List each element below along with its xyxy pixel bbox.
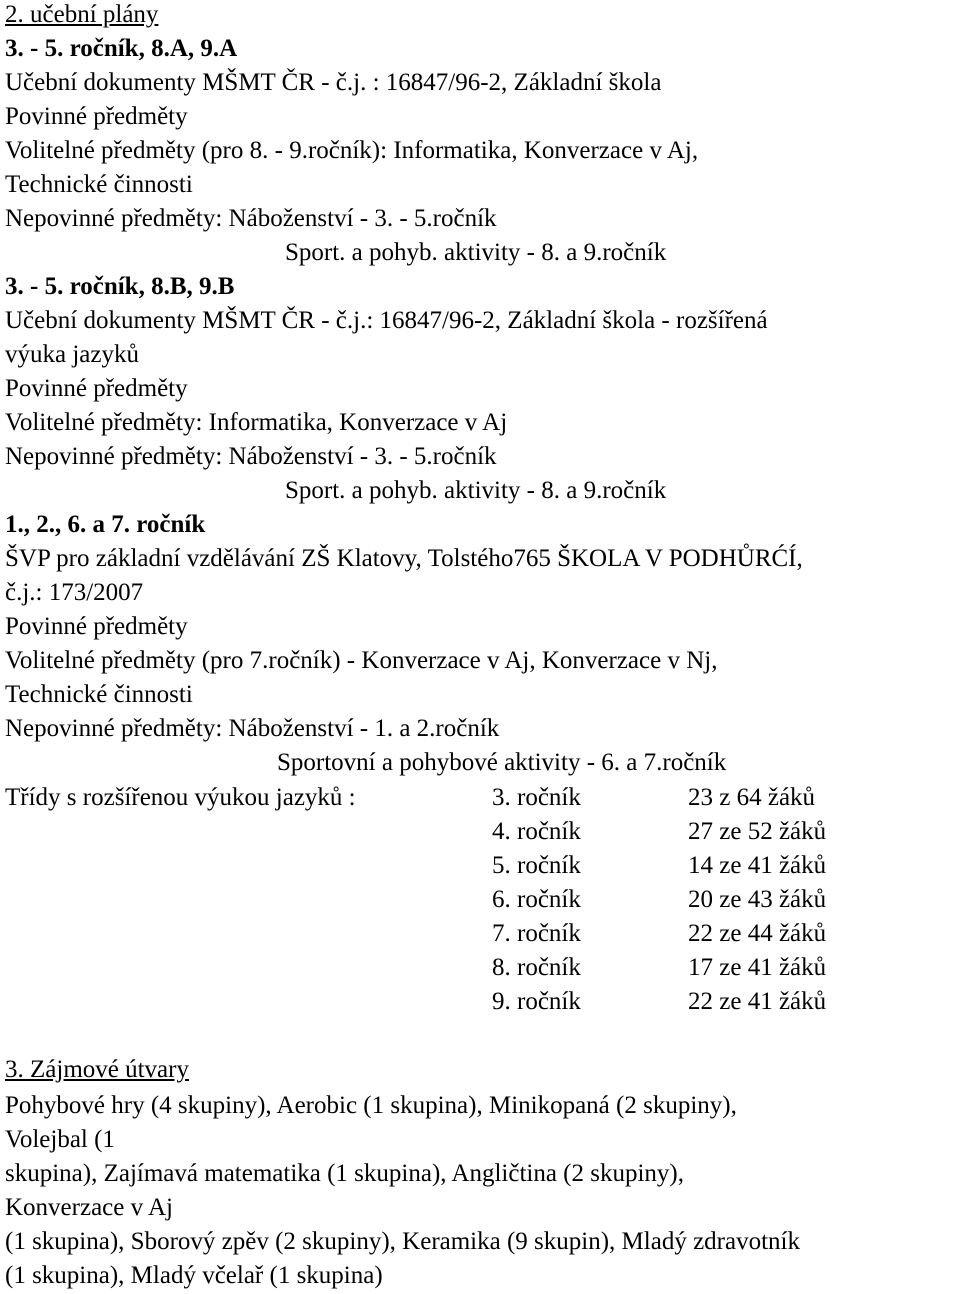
section-3-line: Pohybové hry (4 skupiny), Aerobic (1 skupina), Minikopaná (2 skupiny), [5,1092,737,1119]
count-cell: 27 ze 52 žáků [688,818,827,845]
count-cell: 14 ze 41 žáků [688,852,827,879]
grade-cell: 9. ročník [492,988,581,1015]
group-2-voluntary: Nepovinné předměty: Náboženství - 3. - 5.ročník [5,443,497,470]
group-2-doc: Učební dokumenty MŠMT ČR - č.j.: 16847/96-2, Základní škola - rozšířená [5,307,768,334]
count-cell: 17 ze 41 žáků [688,954,827,981]
group-2-title: 3. - 5. ročník, 8.B, 9.B [5,273,235,300]
grade-cell: 6. ročník [492,886,581,913]
grade-cell: 3. ročník [492,784,581,811]
language-classes-label: Třídy s rozšířenou výukou jazyků : [5,784,356,811]
group-3-doc-cont: č.j.: 173/2007 [5,579,144,606]
group-2-optional: Volitelné předměty: Informatika, Konverzace v Aj [5,409,508,436]
group-1-optional-cont: Technické činnosti [5,171,193,198]
group-1-doc: Učební dokumenty MŠMT ČR - č.j. : 16847/96-2, Základní škola [5,69,662,96]
grade-cell: 8. ročník [492,954,581,981]
group-2-voluntary-cont: Sport. a pohyb. aktivity - 8. a 9.ročník [285,477,667,504]
group-1-voluntary-cont: Sport. a pohyb. aktivity - 8. a 9.ročník [285,239,667,266]
count-cell: 20 ze 43 žáků [688,886,827,913]
grade-cell: 4. ročník [492,818,581,845]
section-3-line: Konverzace v Aj [5,1194,173,1221]
group-3-mandatory: Povinné předměty [5,613,188,640]
group-1-mandatory: Povinné předměty [5,103,188,130]
group-1-optional: Volitelné předměty (pro 8. - 9.ročník): Informatika, Konverzace v Aj, [5,137,699,164]
section-3-heading: 3. Zájmové útvary [5,1056,189,1083]
group-3-title: 1., 2., 6. a 7. ročník [5,511,206,538]
group-1-voluntary: Nepovinné předměty: Náboženství - 3. - 5.ročník [5,205,497,232]
section-3-line: Volejbal (1 [5,1126,115,1153]
grade-cell: 7. ročník [492,920,581,947]
section-3-line: skupina), Zajímavá matematika (1 skupina), Angličtina (2 skupiny), [5,1160,685,1187]
group-3-voluntary: Nepovinné předměty: Náboženství - 1. a 2.ročník [5,715,500,742]
section-2-heading: 2. učební plány [5,1,159,28]
section-3-line: (1 skupina), Mladý včelař (1 skupina) [5,1262,383,1289]
group-3-voluntary-cont: Sportovní a pohybové aktivity - 6. a 7.ročník [277,749,727,776]
grade-cell: 5. ročník [492,852,581,879]
group-3-optional-cont: Technické činnosti [5,681,193,708]
count-cell: 23 z 64 žáků [688,784,816,811]
group-2-mandatory: Povinné předměty [5,375,188,402]
group-2-doc-cont: výuka jazyků [5,341,139,368]
group-3-optional: Volitelné předměty (pro 7.ročník) - Konverzace v Aj, Konverzace v Nj, [5,647,718,674]
group-1-title: 3. - 5. ročník, 8.A, 9.A [5,35,238,62]
count-cell: 22 ze 41 žáků [688,988,827,1015]
section-3-line: (1 skupina), Sborový zpěv (2 skupiny), Keramika (9 skupin), Mladý zdravotník [5,1228,800,1255]
group-3-doc: ŠVP pro základní vzdělávání ZŠ Klatovy, Tolstého765 ŠKOLA V PODHŮRĆÍ, [5,545,803,572]
count-cell: 22 ze 44 žáků [688,920,827,947]
